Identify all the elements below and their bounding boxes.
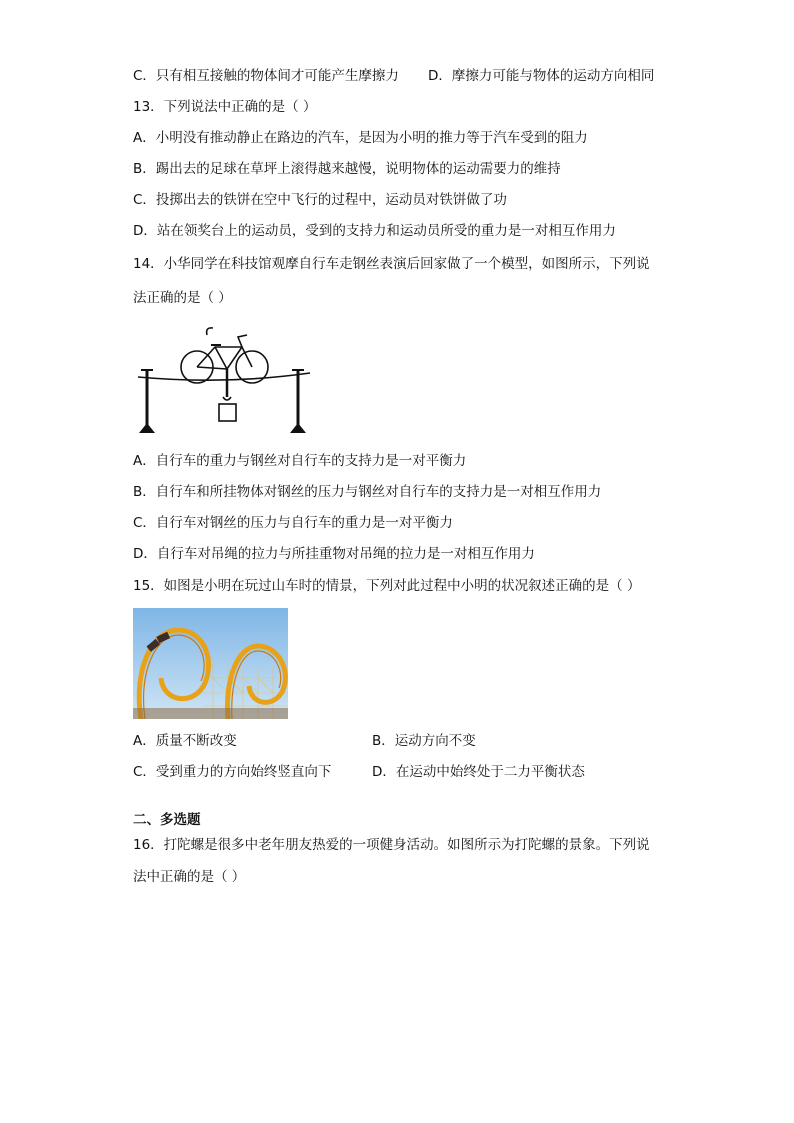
q13-option-a: A．小明没有推动静止在路边的汽车，是因为小明的推力等于汽车受到的阻力 (133, 130, 588, 146)
q15-option-c: C．受到重力的方向始终竖直向下 (133, 764, 332, 780)
q14-stem-line2: 法正确的是（ ） (133, 290, 232, 306)
steel-wire (138, 373, 310, 380)
q14-option-a: A．自行车的重力与钢丝对自行车的支持力是一对平衡力 (133, 453, 467, 469)
q14-option-c: C．自行车对钢丝的压力与自行车的重力是一对平衡力 (133, 515, 453, 531)
q14-stem-line1: 14．小华同学在科技馆观摩自行车走钢丝表演后回家做了一个模型，如图所示，下列说 (133, 256, 650, 272)
q12-option-c: C．只有相互接触的物体间才可能产生摩擦力 (133, 68, 399, 84)
q15-option-d: D．在运动中始终处于二力平衡状态 (372, 764, 585, 780)
q13-option-b: B．踢出去的足球在草坪上滚得越来越慢，说明物体的运动需要力的维持 (133, 161, 561, 177)
bicycle-tightrope-figure (135, 325, 315, 437)
q13-option-d: D．站在领奖台上的运动员，受到的支持力和运动员所受的重力是一对相互作用力 (133, 223, 616, 239)
q15-option-b: B．运动方向不变 (372, 733, 476, 749)
q16-stem-line2: 法中正确的是（ ） (133, 869, 246, 885)
q15-option-a: A．质量不断改变 (133, 733, 237, 749)
hanging-weight (219, 404, 236, 421)
left-pole-base (139, 423, 155, 433)
q14-option-d: D．自行车对吊绳的拉力与所挂重物对吊绳的拉力是一对相互作用力 (133, 546, 535, 562)
right-pole-base (290, 423, 306, 433)
q12-option-d: D．摩擦力可能与物体的运动方向相同 (428, 68, 655, 84)
q13-option-c: C．投掷出去的铁饼在空中飞行的过程中，运动员对铁饼做了功 (133, 192, 507, 208)
section-heading-multiple-choice: 二、多选题 (133, 812, 201, 828)
q13-stem: 13．下列说法中正确的是（ ） (133, 99, 317, 115)
q14-option-b: B．自行车和所挂物体对钢丝的压力与钢丝对自行车的支持力是一对相互作用力 (133, 484, 602, 500)
q15-stem: 15．如图是小明在玩过山车时的情景，下列对此过程中小明的状况叙述正确的是（ ） (133, 578, 641, 594)
q16-stem-line1: 16．打陀螺是很多中老年朋友热爱的一项健身活动。如图所示为打陀螺的景象。下列说 (133, 837, 650, 853)
bicycle-frame (197, 347, 252, 369)
roller-coaster-photo (133, 608, 288, 719)
